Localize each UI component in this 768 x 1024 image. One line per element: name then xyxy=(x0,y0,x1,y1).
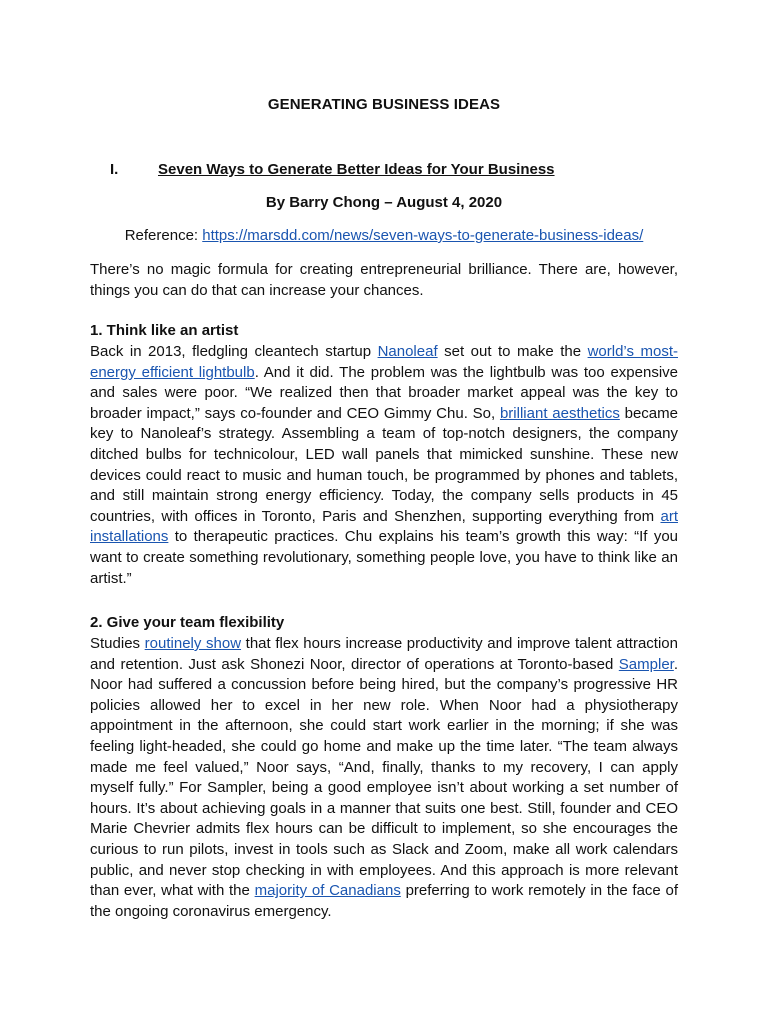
intro-paragraph: There’s no magic formula for creating entrepreneurial brilliance. There are, however, things you can do that can increase your chances. xyxy=(90,261,678,299)
text-run: Back in 2013, fledgling cleantech startup xyxy=(90,343,378,360)
text-run: Studies xyxy=(90,635,145,652)
routinely-show-link[interactable]: routinely show xyxy=(144,635,242,652)
sampler-link[interactable]: Sampler xyxy=(618,655,674,673)
byline: By Barry Chong – August 4, 2020 xyxy=(265,194,503,211)
text-run: set out to make the xyxy=(437,343,588,360)
section-title: Seven Ways to Generate Better Ideas for Your Business xyxy=(158,161,555,178)
section-2-heading: 2. Give your team flexibility xyxy=(90,614,285,631)
brilliant-aesthetics-link[interactable]: brilliant aesthetics xyxy=(499,404,620,422)
text-run: . Noor had suffered a concussion before being hired, but the company’s progressive HR policies allowed her to excel in her new role. When Noor had a physiotherapy appointment in the afternoon, she could start work earlier in the morning; if she was feeling light-headed, she could go home and make up the time later. “The team always made me feel valued,” Noor says, “And, finally, thanks to my recovery, I can apply myself fully.” For Sampler, being a good employee isn’t about working a set number of hours. It’s about achieving goals in a manner that suits one best. Still, founder and CEO Marie Chevrier admits flex hours can be difficult to implement, so she encourages the curious to run pilots, invest in tools such as Slack and Zoom, make all work calendars public, and never stop checking in with employees. And this approach is more relevant than ever, what with the xyxy=(90,655,678,900)
majority-of-canadians-link[interactable]: majority of Canadians xyxy=(254,882,401,900)
reference-link[interactable]: https://marsdd.com/news/seven-ways-to-generate-business-ideas/ xyxy=(202,227,644,244)
reference-line xyxy=(0,227,768,244)
lightbulb-link[interactable]: world’s most-energy efficient lightbulb xyxy=(90,343,678,381)
section-number: I. xyxy=(110,161,119,178)
section-1-heading: 1. Think like an artist xyxy=(90,322,239,339)
text-run: . And it did. The problem was the lightbulb was too expensive and sales were poor. “We realized then that broader market appeal was the key to broader impact,” says co-founder and CEO Gimmy Chu. So, xyxy=(90,363,678,422)
section-heading xyxy=(110,161,555,178)
document-title: GENERATING BUSINESS IDEAS xyxy=(267,96,501,113)
art-installations-link[interactable]: art installations xyxy=(90,507,678,546)
text-run: that flex hours increase productivity and improve talent attraction and retention. Just ask Shonezi Noor, director of operations at Toronto-based xyxy=(90,635,678,673)
text-run: to therapeutic practices. Chu explains his team’s growth this way: “If you want to create something revolutionary, something people love, you have to think like an artist.” xyxy=(90,528,678,587)
section-1-paragraph xyxy=(90,342,678,589)
reference-label: Reference: xyxy=(124,227,203,244)
section-2-paragraph xyxy=(90,634,678,922)
text-run: became key to Nanoleaf’s strategy. Assembling a team of top-notch designers, the company ditched bulbs for technicolour, LED wall panels that mimicked sunshine. These new devices could react to music and human touch, be programmed by phones and tablets, and still maintain strong energy efficiency. Today, the company sells products in 45 countries, with offices in Toronto, Paris and Shenzhen, supporting everything from xyxy=(90,404,678,525)
text-run: preferring to work remotely in the face of the ongoing coronavirus emergency. xyxy=(90,882,679,920)
nanoleaf-link[interactable]: Nanoleaf xyxy=(377,343,438,360)
